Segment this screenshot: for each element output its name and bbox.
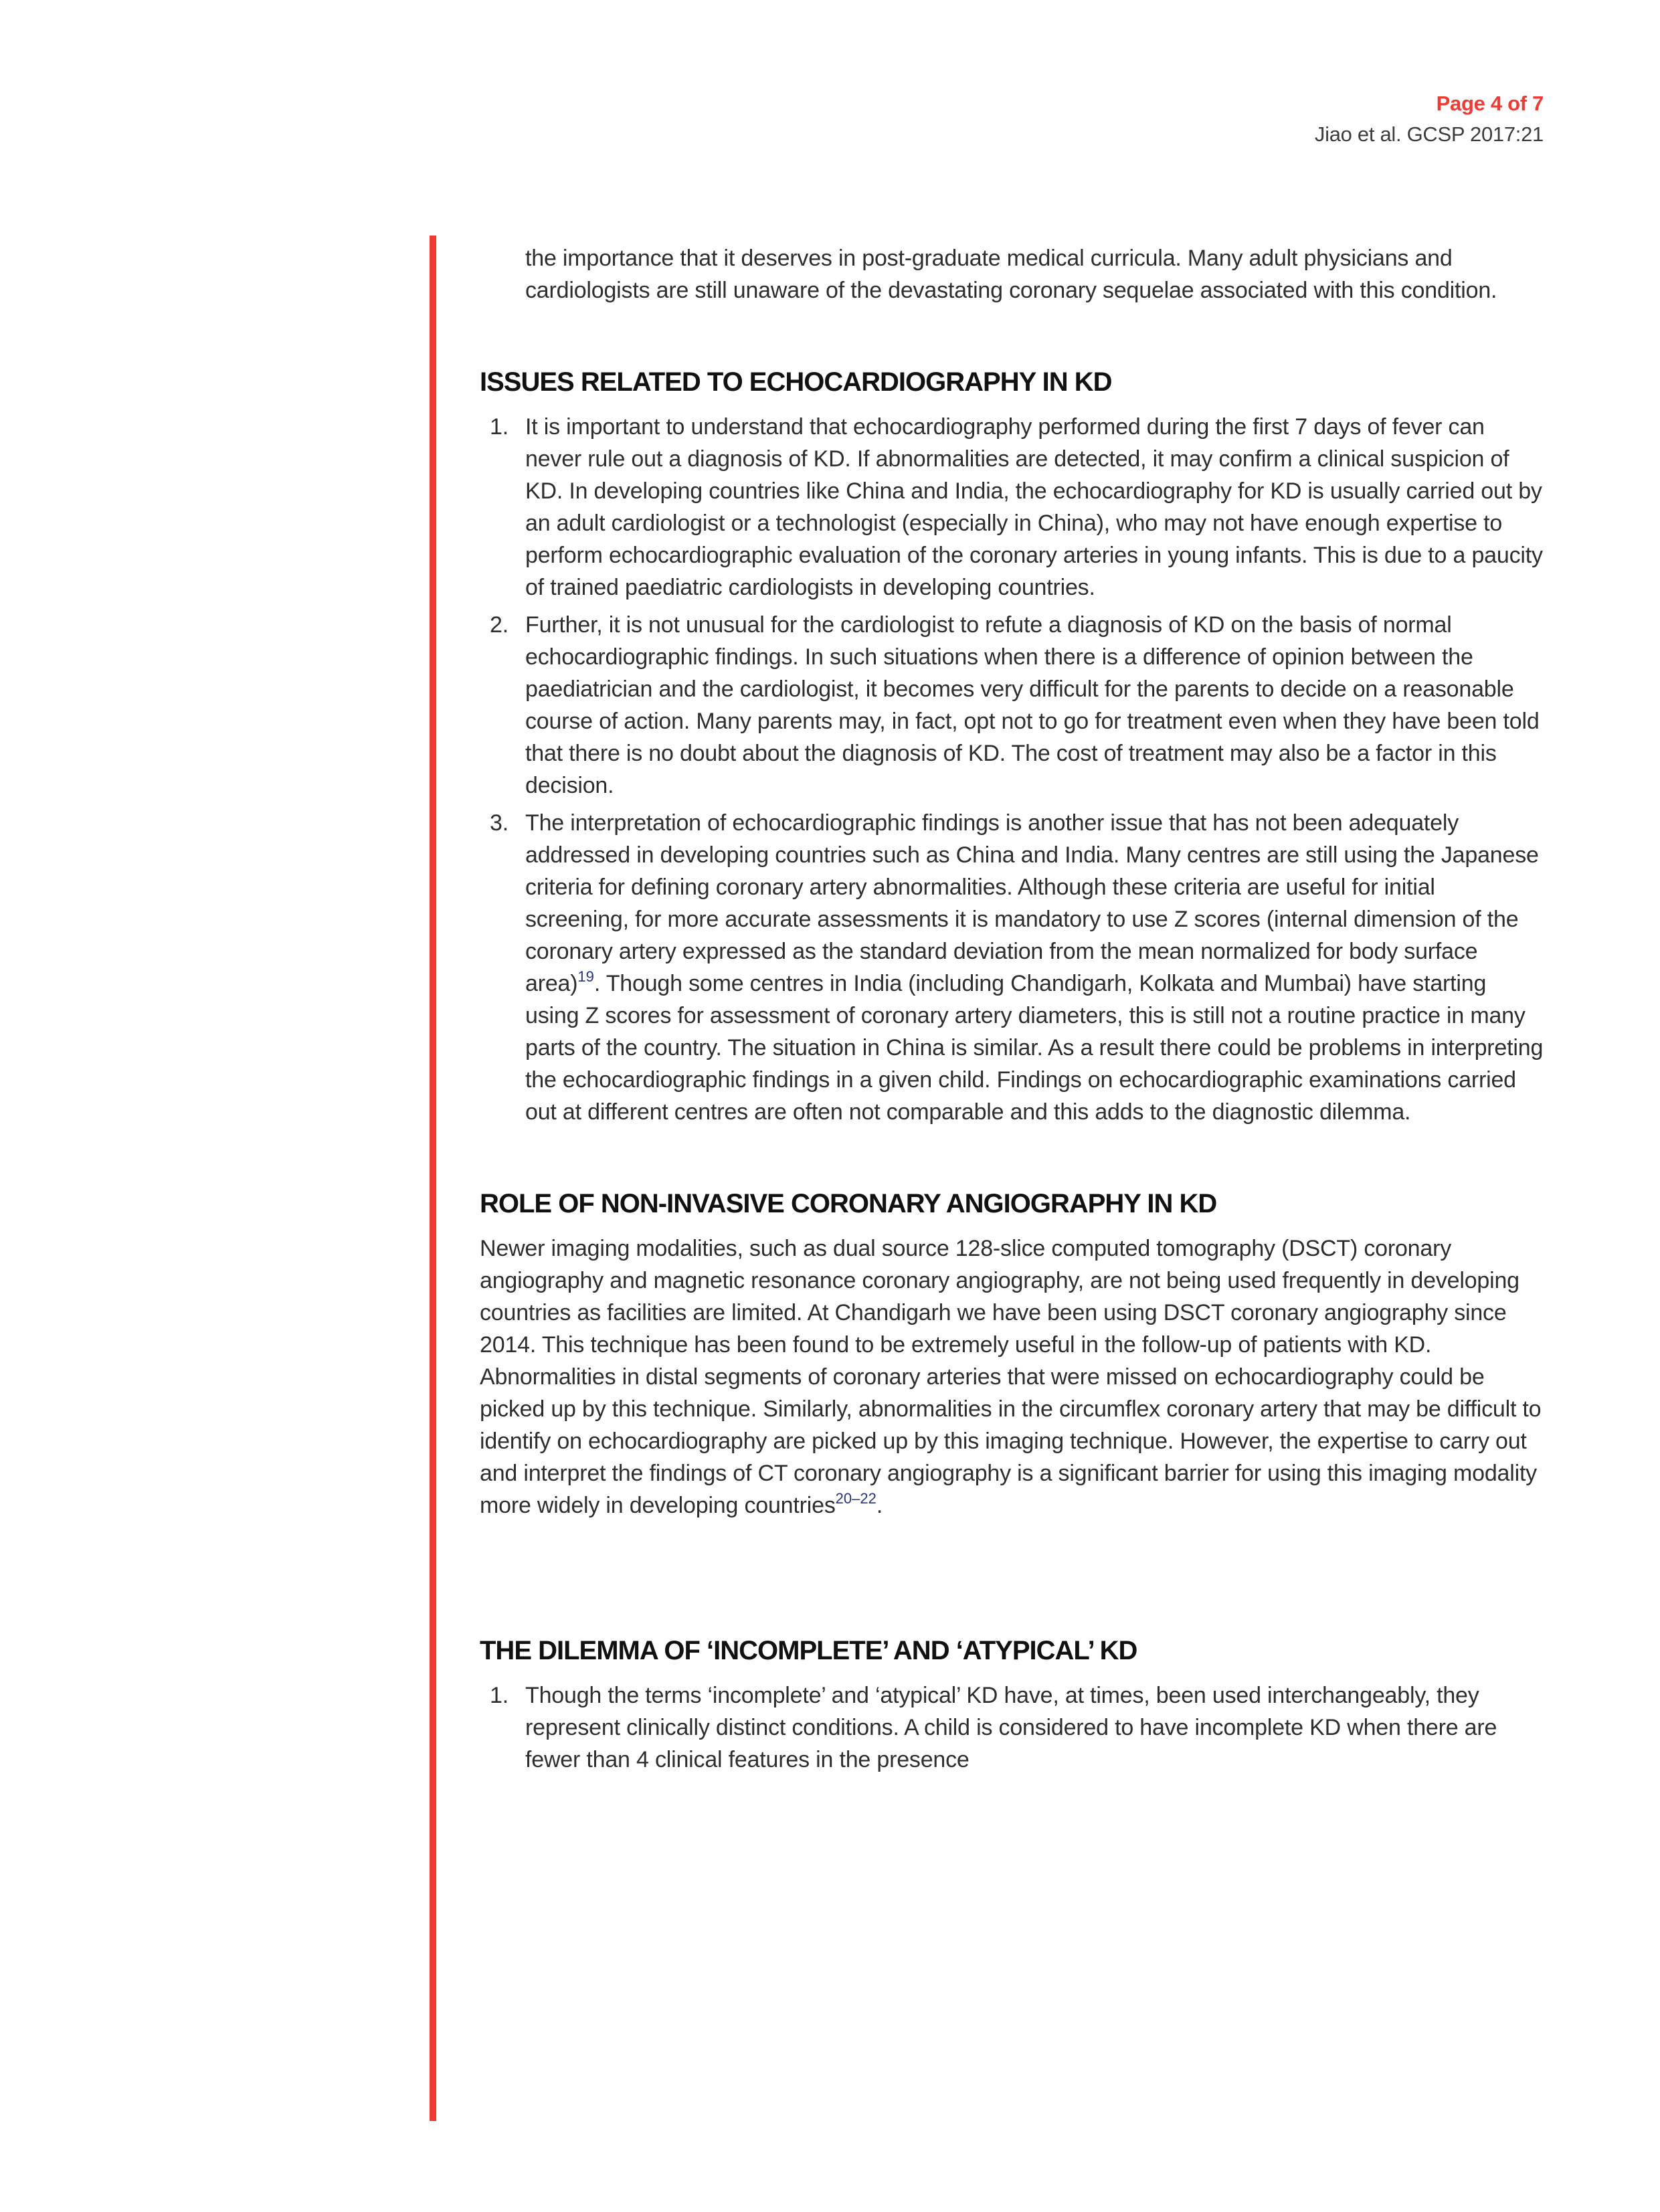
intro-paragraph: the importance that it deserves in post-graduate medical curricula. Many adult physicians and cardiologists are still unaware of the devastating coronary sequelae associated with this condition. [525,246,1497,303]
reference-link-19[interactable]: 19 [577,968,594,985]
list-item-text: Further, it is not unusual for the cardiologist to refute a diagnosis of KD on the basis of normal echocardiographic findings. In such situations when there is a difference of opinion between the paediatrician and the cardiologist, it becomes very difficult for the parents to decide on a reasonable course of action. Many parents may, in fact, opt not to go for treatment even when they have been told that there is no doubt about the diagnosis of KD. The cost of treatment may also be a factor in this decision. [525,612,1540,798]
page-header [1315,88,1544,150]
list-item [480,609,1544,802]
numbered-list-echocardiography-issues [480,411,1544,1128]
list-item-number: 1. [490,1683,509,1708]
page-content [480,242,1544,1781]
citation-label: Jiao et al. GCSP 2017:21 [1314,122,1544,146]
reference-link-20-22[interactable]: 20–22 [835,1490,877,1507]
section-heading-issues-echocardiography: ISSUES RELATED TO ECHOCARDIOGRAPHY IN KD [480,367,1112,397]
section-heading-noninvasive-angiography: ROLE OF NON-INVASIVE CORONARY ANGIOGRAPHY IN KD [480,1189,1217,1218]
list-item-text [525,807,1544,1128]
list-item-number: 3. [490,810,509,836]
list-item [480,807,1544,1128]
list-item [480,1679,1544,1776]
page-number-label: Page 4 of 7 [1436,92,1544,115]
paragraph-text-segment: . [876,1493,883,1518]
angiography-paragraph [480,1232,1544,1522]
paragraph-text-segment: Newer imaging modalities, such as dual source 128-slice computed tomography (DSCT) coronary angiography and magnetic resonance coronary angiography, are not being used frequently in developing countries as facilities are limited. At Chandigarh we have been using DSCT coronary angiography since 2014. This technique has been found to be extremely useful in the follow-up of patients with KD. Abnormalities in distal segments of coronary arteries that were missed on echocardiography could be picked up by this technique. Similarly, abnormalities in the circumflex coronary artery that may be difficult to identify on echocardiography are picked up by this imaging technique. However, the expertise to carry out and interpret the findings of CT coronary angiography is a significant barrier for using this imaging modality more widely in developing countries [480,1236,1542,1518]
list-item [480,411,1544,604]
section-heading-incomplete-atypical-kd: THE DILEMMA OF ‘INCOMPLETE’ AND ‘ATYPICAL’ KD [480,1636,1137,1665]
list-item-text: Though the terms ‘incomplete’ and ‘atypical’ KD have, at times, been used interchangeably, they represent clinically distinct conditions. A child is considered to have incomplete KD when there are fewer than 4 clinical features in the presence [525,1683,1497,1772]
list-item-text: It is important to understand that echocardiography performed during the first 7 days of fever can never rule out a diagnosis of KD. If abnormalities are detected, it may confirm a clinical suspicion of KD. In developing countries like China and India, the echocardiography for KD is usually carried out by an adult cardiologist or a technologist (especially in China), who may not have enough expertise to perform echocardiographic evaluation of the coronary arteries in young infants. This is due to a paucity of trained paediatric cardiologists in developing countries. [525,414,1543,600]
list-item-text-segment: . Though some centres in India (including Chandigarh, Kolkata and Mumbai) have starting using Z scores for assessment of coronary artery diameters, this is still not a routine practice in many parts of the country. The situation in China is similar. As a result there could be problems in interpreting the echocardiographic findings in a given child. Findings on echocardiographic examinations carried out at different centres are often not comparable and this adds to the diagnostic dilemma. [525,971,1544,1125]
list-item-number: 1. [490,414,509,440]
list-item-number: 2. [490,612,509,638]
accent-rule [430,236,436,2121]
numbered-list-dilemma [480,1679,1544,1776]
list-item-text-segment: The interpretation of echocardiographic findings is another issue that has not been adequately addressed in developing countries such as China and India. Many centres are still using the Japanese criteria for defining coronary artery abnormalities. Although these criteria are useful for initial screening, for more accurate assessments it is mandatory to use Z scores (internal dimension of the coronary artery expressed as the standard deviation from the mean normalized for body surface area) [525,810,1539,996]
